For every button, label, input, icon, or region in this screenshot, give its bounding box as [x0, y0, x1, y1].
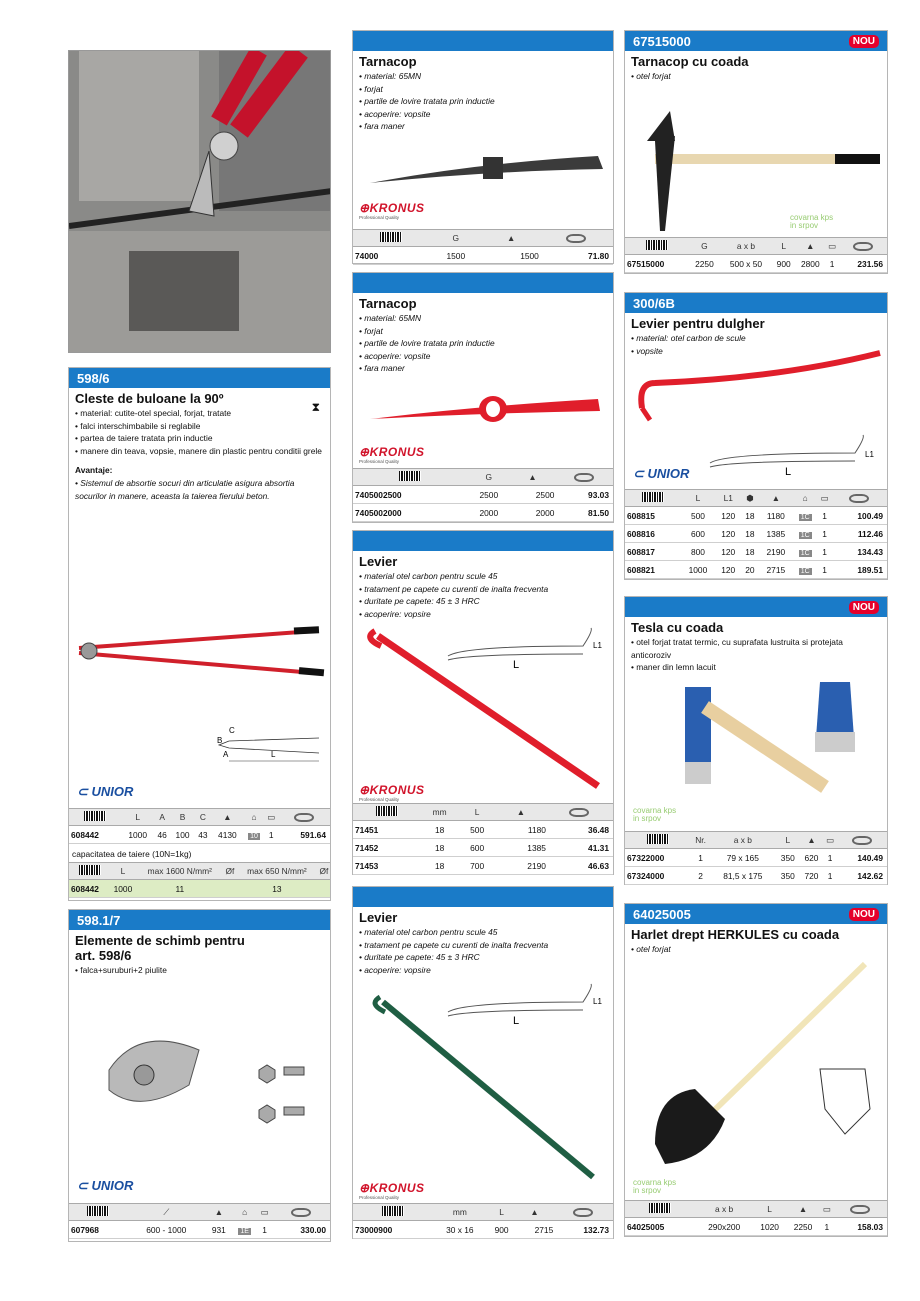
- advantages-list: [75, 477, 324, 502]
- feature-list: [75, 407, 324, 457]
- dim-label: L: [271, 750, 276, 759]
- product-card-598-1-7: [68, 909, 331, 1242]
- hex-icon: ⬢: [741, 490, 758, 507]
- feature: • acoperire: vopsite: [359, 350, 607, 363]
- feature: • falca+suruburi+2 piulite: [75, 964, 324, 977]
- feature: • maner din lemn lacuit: [631, 661, 881, 674]
- weight-icon: ▲: [516, 1204, 554, 1221]
- hourglass-icon: ⧗: [311, 400, 320, 414]
- kronus-logo: ⊕KRONUS Professional Quality: [359, 1181, 425, 1200]
- product-title: Elemente de schimb pentru art. 598/6: [75, 933, 245, 963]
- table-row: 608816 600 120 18 1385 1C 1 112.46: [625, 525, 887, 543]
- product-code: 598.1/7: [77, 912, 121, 928]
- product-code: 64025005: [633, 906, 691, 922]
- crowbar-red-image: [363, 626, 613, 796]
- feature: • fara maner: [359, 362, 607, 375]
- pickaxe-handle-image: [635, 96, 885, 236]
- product-card-tarnacop-7405: [352, 272, 614, 523]
- product-code: 598/6: [77, 370, 110, 386]
- covarna-logo: covarna kps in srpov: [633, 1178, 677, 1195]
- table-row: 608442 1000 11 13: [69, 880, 330, 898]
- feature: • partile de lovire tratata prin inductie: [359, 337, 607, 350]
- product-code: 300/6B: [633, 295, 675, 311]
- product-title: Tesla cu coada: [631, 620, 724, 635]
- barcode-icon: [382, 1206, 404, 1216]
- weight-icon: ▲: [496, 804, 546, 821]
- feature-list: [75, 964, 324, 977]
- crowbar-green-image: [363, 992, 613, 1182]
- product-card-levier-714: [352, 530, 614, 875]
- pack-icon: ▭: [823, 832, 836, 849]
- price-table: G a x b L ▲ ▭ 67515000 2250 500 x 50 900 2800 1 231.56: [625, 237, 887, 273]
- pack-icon: ▭: [820, 1201, 834, 1218]
- table-row: 71452 18 600 1385 41.31: [353, 839, 613, 857]
- new-badge: NOU: [849, 35, 879, 48]
- product-title: Levier pentru dulgher: [631, 316, 765, 331]
- pickaxe-red-image: [368, 391, 608, 433]
- product-card-67515000: [624, 30, 888, 274]
- product-title: Harlet drept HERKULES cu coada: [631, 927, 840, 942]
- barcode-icon: [376, 806, 398, 816]
- barcode-icon: [84, 811, 106, 821]
- pack-icon: ▭: [826, 238, 839, 255]
- feature: • falci interschimbabile si reglabile: [75, 420, 324, 433]
- range-icon: ⟋: [127, 1204, 205, 1221]
- feature: • material: 65MN: [359, 312, 607, 325]
- feature: • acoperire: vopsire: [359, 964, 607, 977]
- table-row: 608442 1000 46 100 43 4130 10 1 591.64: [69, 826, 330, 844]
- covarna-logo: covarna kps in srpov: [790, 213, 834, 230]
- feature: • fara maner: [359, 120, 607, 133]
- box-icon: ⌂: [244, 809, 265, 826]
- table-row: 607968 600 - 1000 931 1E 1 330.00: [69, 1221, 330, 1239]
- product-card-598-6: [68, 367, 331, 901]
- feature: • tratament pe capete cu curenti de inalta frecventa: [359, 583, 607, 596]
- table-row: 71453 18 700 2190 46.63: [353, 857, 613, 875]
- feature: • material: cutite-otel special, forjat, tratate: [75, 407, 324, 420]
- feature: • vopsite: [631, 345, 881, 358]
- barcode-icon: [380, 232, 402, 242]
- feature: • material: otel carbon de scule: [631, 332, 881, 345]
- col-header: A: [154, 809, 170, 826]
- pack-icon: ▭: [817, 490, 832, 507]
- feature: • forjat: [359, 83, 607, 96]
- feature: • duritate pe capete: 45 ± 3 HRC: [359, 595, 607, 608]
- svg-text:L1: L1: [593, 641, 602, 650]
- weight-icon: ▲: [511, 469, 555, 486]
- feature: • manere din teava, vopsie, manere din plastic pentru conditii grele: [75, 445, 324, 458]
- product-card-64025005: [624, 903, 888, 1237]
- feature: • partea de taiere tratata prin inductie: [75, 432, 324, 445]
- price-table: mm L ▲ 73000900 30 x 16 900 2715 132.73: [353, 1203, 613, 1239]
- table-row: 73000900 30 x 16 900 2715 132.73: [353, 1221, 613, 1239]
- coins-icon: [569, 808, 589, 817]
- product-card-300-6b: [624, 292, 888, 580]
- table-row: 74000 1500 1500 71.80: [353, 247, 613, 265]
- kronus-logo: ⊕KRONUS Professional Quality: [359, 783, 425, 802]
- table-row: 608817 800 120 18 2190 1C 1 134.43: [625, 543, 887, 561]
- svg-text:L: L: [513, 659, 520, 671]
- feature-list: [631, 943, 881, 956]
- product-title: Tarnacop: [359, 296, 417, 311]
- replacement-parts-image: [99, 1020, 309, 1130]
- coins-icon: [852, 836, 872, 845]
- weight-icon: ▲: [211, 809, 244, 826]
- price-table: mm L ▲ 71451 18 500 1180 36.48 71452 18 600 1385 41.31 71453 18 700 2190 46.63: [353, 803, 613, 875]
- barcode-icon: [79, 865, 101, 875]
- box-icon: ⌂: [793, 490, 817, 507]
- coins-icon: [574, 473, 594, 482]
- col-header: C: [195, 809, 211, 826]
- coins-icon: [294, 813, 314, 822]
- dimension-diagram: [209, 723, 329, 778]
- weight-icon: ▲: [795, 238, 825, 255]
- advantage: • Sistemul de absortie socuri din articulatie asigura absortia socurilor in manere, aceasta la taierea fierului beton.: [75, 477, 324, 502]
- svg-text:L1: L1: [865, 450, 874, 459]
- cutting-capacity: capacitatea de taiere (10N=1kg): [72, 849, 192, 859]
- feature: • tratament pe capete cu curenti de inalta frecventa: [359, 939, 607, 952]
- coins-icon: [850, 1205, 870, 1214]
- svg-text:L: L: [513, 1015, 520, 1027]
- coins-icon: [573, 1208, 593, 1217]
- table-row: 608815 500 120 18 1180 1C 1 100.49: [625, 507, 887, 525]
- feature-list: [359, 70, 607, 133]
- product-title: Levier: [359, 554, 398, 569]
- feature: • otel forjat tratat termic, cu suprafata lustruita si protejata anticoroziv: [631, 636, 881, 661]
- pack-icon: ▭: [264, 809, 278, 826]
- col-header: L: [121, 809, 154, 826]
- price-table: L L1 ⬢ ▲ ⌂ ▭ 608815 500 120 18 1180 1C 1 100.49 608816 600 120 18 1385 1C 1 112.46 608817 800 120 18 2190 1C 1 134.43 608821 1000 120 20 2715 1C 1 189.51: [625, 489, 887, 579]
- feature: • material otel carbon pentru scule 45: [359, 926, 607, 939]
- coins-icon: [566, 234, 586, 243]
- table-row: 608821 1000 120 20 2715 1C 1 189.51: [625, 561, 887, 579]
- bolt-cutter-image: [74, 623, 329, 683]
- coins-icon: [849, 494, 869, 503]
- table-row: 67515000 2250 500 x 50 900 2800 1 231.56: [625, 255, 887, 273]
- feature: • otel forjat: [631, 70, 881, 83]
- product-title: Levier: [359, 910, 398, 925]
- pack-icon: ▭: [257, 1204, 272, 1221]
- capacity-table: L max 1600 N/mm² Øf max 650 N/mm² Øf 608442 1000 11 13: [69, 862, 330, 898]
- barcode-icon: [399, 471, 421, 481]
- new-badge: NOU: [849, 908, 879, 921]
- product-card-levier-73000900: [352, 886, 614, 1239]
- coins-icon: [291, 1208, 311, 1217]
- product-code: 67515000: [633, 33, 691, 49]
- feature-list: [359, 926, 607, 976]
- pickaxe-image: [368, 151, 608, 191]
- unior-logo: ⊂ UNIOR: [633, 466, 690, 481]
- product-title: Tarnacop: [359, 54, 417, 69]
- box-icon: ⌂: [232, 1204, 256, 1221]
- weight-icon: ▲: [205, 1204, 232, 1221]
- feature: • acoperire: vopsite: [359, 108, 607, 121]
- dim-label: C: [229, 726, 235, 735]
- product-title: Tarnacop cu coada: [631, 54, 749, 69]
- kronus-logo: ⊕KRONUS Professional Quality: [359, 201, 425, 220]
- feature: • otel forjat: [631, 943, 881, 956]
- unior-logo: ⊂ UNIOR: [77, 784, 134, 799]
- price-table: [69, 1203, 330, 1239]
- price-table: [69, 808, 330, 844]
- coins-icon: [853, 242, 873, 251]
- spade-image: [635, 959, 885, 1179]
- feature: • forjat: [359, 325, 607, 338]
- table-row: 67324000 2 81,5 x 175 350 720 1 142.62: [625, 867, 887, 885]
- price-table: a x b L ▲ ▭ 64025005 290x200 1020 2250 1 158.03: [625, 1200, 887, 1236]
- table-row: 7405002500 2500 2500 93.03: [353, 486, 613, 504]
- price-table: G ▲ 7405002500 2500 2500 93.03 7405002000 2000 2000 81.50: [353, 468, 613, 522]
- product-title: Cleste de buloane la 90º: [75, 391, 224, 406]
- svg-text:L1: L1: [593, 997, 602, 1006]
- advantages-label: Avantaje:: [75, 465, 113, 475]
- dim-label: A: [223, 750, 229, 759]
- table-row: 67322000 1 79 x 165 350 620 1 140.49: [625, 849, 887, 867]
- weight-icon: ▲: [759, 490, 794, 507]
- weight-icon: ▲: [800, 832, 824, 849]
- svg-text:L: L: [785, 466, 792, 478]
- covarna-logo: covarna kps in srpov: [633, 806, 677, 823]
- barcode-icon: [647, 834, 669, 844]
- feature-list: [359, 570, 607, 620]
- feature: • acoperire: vopsire: [359, 608, 607, 621]
- dimension-diagram: [705, 433, 885, 478]
- feature-list: [359, 312, 607, 375]
- col-header: B: [170, 809, 194, 826]
- price-table: G ▲ 74000 1500 1500 71.80: [353, 229, 613, 265]
- feature-list: [631, 636, 881, 674]
- table-row: 64025005 290x200 1020 2250 1 158.03: [625, 1218, 887, 1236]
- barcode-icon: [649, 1203, 671, 1213]
- feature: • material otel carbon pentru scule 45: [359, 570, 607, 583]
- price-table: Nr. a x b L ▲ ▭ 67322000 1 79 x 165 350 620 1 140.49 67324000 2 81,5 x 175 350 720 1 142.62: [625, 831, 887, 885]
- bolt-cutter-photo: [68, 50, 331, 353]
- kronus-logo: ⊕KRONUS Professional Quality: [359, 445, 425, 464]
- table-row: 71451 18 500 1180 36.48: [353, 821, 613, 839]
- barcode-icon: [87, 1206, 109, 1216]
- unior-logo: ⊂ UNIOR: [77, 1178, 134, 1193]
- barcode-icon: [642, 492, 664, 502]
- feature: • partile de lovire tratata prin inductie: [359, 95, 607, 108]
- table-row: 7405002000 2000 2000 81.50: [353, 504, 613, 522]
- adze-image: [635, 677, 885, 817]
- weight-icon: ▲: [483, 230, 538, 247]
- dim-label: B: [217, 736, 223, 745]
- barcode-icon: [646, 240, 668, 250]
- feature: • material: 65MN: [359, 70, 607, 83]
- feature-list: [631, 70, 881, 83]
- product-card-tarnacop-74000: [352, 30, 614, 264]
- product-card-tesla: [624, 596, 888, 885]
- weight-icon: ▲: [786, 1201, 819, 1218]
- new-badge: NOU: [849, 601, 879, 614]
- carpenter-bar-image: [630, 348, 885, 438]
- feature: • duritate pe capete: 45 ± 3 HRC: [359, 951, 607, 964]
